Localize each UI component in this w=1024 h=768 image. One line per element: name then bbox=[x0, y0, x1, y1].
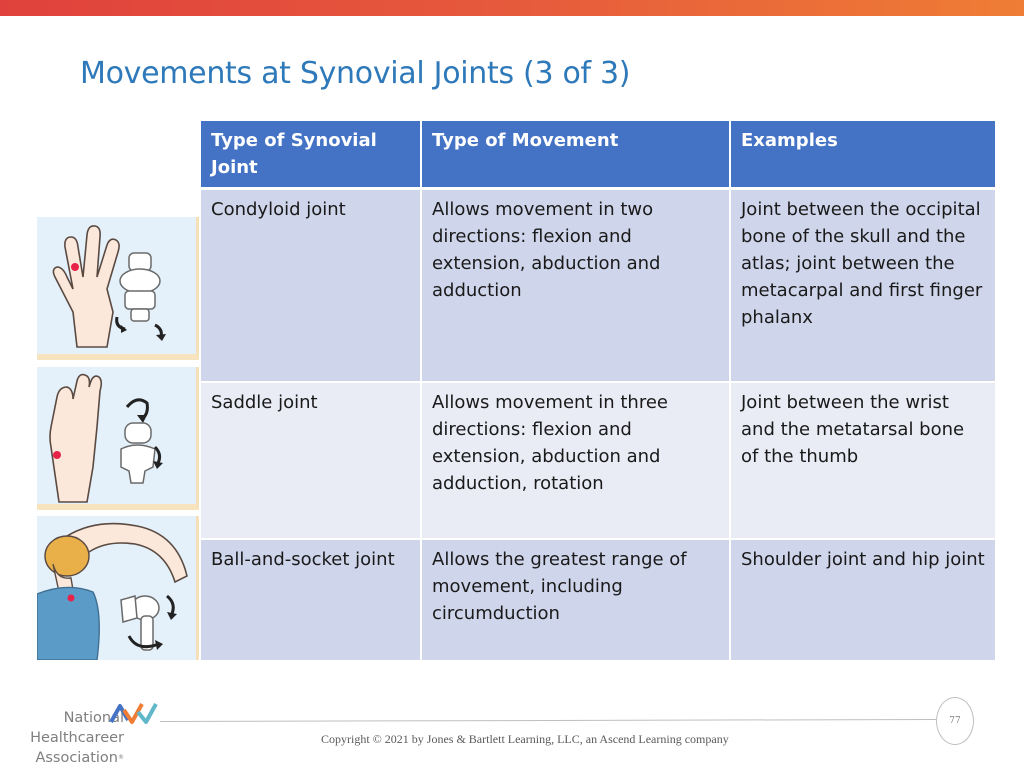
logo-line-association: Association® bbox=[35, 750, 124, 766]
copyright-notice: Copyright © 2021 by Jones & Bartlett Learning, LLC, an Ascend Learning company bbox=[321, 732, 729, 746]
nha-logo-text bbox=[0, 708, 124, 768]
cell-movement: Allows the greatest range of movement, including circumduction bbox=[421, 539, 730, 661]
cell-movement: Allows movement in three directions: flexion and extension, abduction and adduction, rotation bbox=[421, 382, 730, 539]
logo-line-national: National bbox=[63, 710, 124, 726]
logo-line-healthcareer: Healthcareer bbox=[30, 730, 124, 746]
table-header-row bbox=[200, 120, 996, 189]
ball-and-socket-shoulder-illustration bbox=[37, 516, 199, 660]
condyloid-hand-illustration bbox=[37, 217, 199, 360]
footer-divider bbox=[160, 719, 936, 722]
cell-joint-type: Condyloid joint bbox=[200, 189, 421, 382]
cell-joint-type: Saddle joint bbox=[200, 382, 421, 539]
table-row bbox=[200, 189, 996, 382]
top-accent-bar bbox=[0, 0, 1024, 16]
cell-joint-type: Ball-and-socket joint bbox=[200, 539, 421, 661]
cell-examples: Joint between the wrist and the metatarsal bone of the thumb bbox=[730, 382, 996, 539]
header-joint-type: Type of Synovial Joint bbox=[200, 120, 421, 189]
cell-movement: Allows movement in two directions: flexion and extension, abduction and adduction bbox=[421, 189, 730, 382]
header-movement-type: Type of Movement bbox=[421, 120, 730, 189]
header-examples: Examples bbox=[730, 120, 996, 189]
nha-logo-icon bbox=[108, 700, 160, 726]
table-row bbox=[200, 539, 996, 661]
page-number: 77 bbox=[936, 697, 974, 745]
synovial-joints-table bbox=[199, 119, 997, 662]
saddle-thumb-illustration bbox=[37, 367, 199, 510]
cell-examples: Joint between the occipital bone of the skull and the atlas; joint between the metacarpal and first finger phalanx bbox=[730, 189, 996, 382]
slide-title: Movements at Synovial Joints (3 of 3) bbox=[80, 56, 631, 91]
table-row bbox=[200, 382, 996, 539]
cell-examples: Shoulder joint and hip joint bbox=[730, 539, 996, 661]
